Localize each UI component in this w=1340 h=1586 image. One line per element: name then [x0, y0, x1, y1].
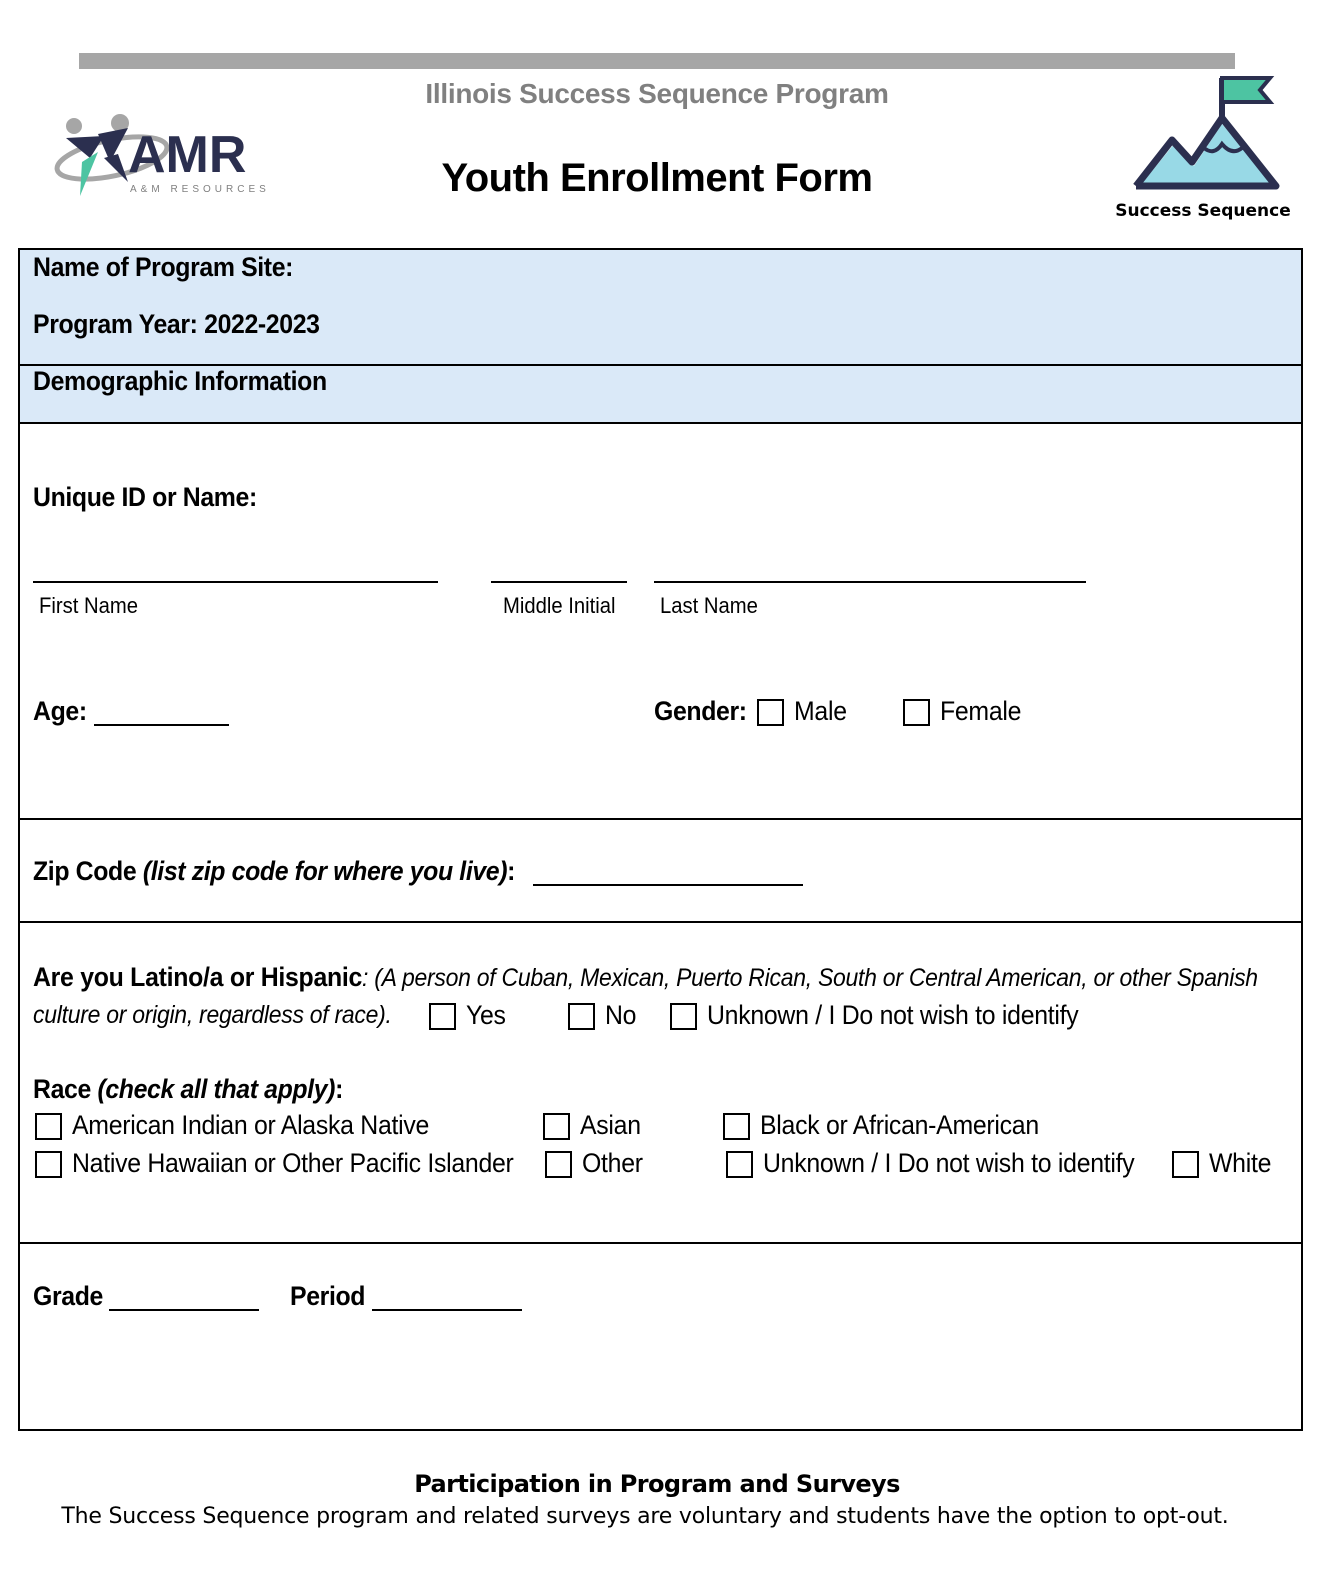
middle-initial-caption: Middle Initial [503, 593, 616, 618]
form-title: Youth Enrollment Form [441, 156, 873, 200]
section-divider [20, 1242, 1301, 1244]
latino-unknown-label: Unknown / I Do not wish to identify [707, 1000, 1079, 1030]
latino-label: Are you Latino/a or Hispanic [33, 962, 363, 992]
period-line[interactable] [372, 1309, 522, 1311]
latino-question [33, 962, 1258, 993]
latino-yes-label: Yes [466, 1000, 506, 1030]
race-unknown-label: Unknown / I Do not wish to identify [763, 1148, 1135, 1178]
program-site-label: Name of Program Site: [33, 252, 294, 282]
race-white-checkbox[interactable] [1172, 1151, 1199, 1178]
race-american-indian-checkbox[interactable] [35, 1113, 62, 1140]
gender-female-label: Female [940, 696, 1022, 726]
gender-female-checkbox[interactable] [903, 699, 930, 726]
race-other-label: Other [582, 1148, 643, 1178]
zip-label [33, 856, 515, 887]
first-name-line[interactable] [33, 581, 438, 583]
race-label [33, 1074, 343, 1105]
race-label-text: Race [33, 1074, 91, 1104]
section-divider [20, 921, 1301, 923]
latino-note-1: : (A person of Cuban, Mexican, Puerto Rican, South or Central American, or other Spanish [362, 964, 1258, 992]
middle-initial-line[interactable] [491, 581, 627, 583]
latino-no-checkbox[interactable] [568, 1003, 595, 1030]
program-year-label: Program Year: 2022-2023 [33, 309, 320, 339]
race-note: (check all that apply) [97, 1074, 336, 1104]
latino-no-label: No [605, 1000, 637, 1030]
success-sequence-caption: Success Sequence [1115, 201, 1291, 221]
race-other-checkbox[interactable] [545, 1151, 572, 1178]
demographic-heading: Demographic Information [33, 366, 327, 396]
grade-line[interactable] [109, 1309, 259, 1311]
header-rule [79, 53, 1235, 69]
race-black-label: Black or African-American [760, 1110, 1039, 1140]
zip-line[interactable] [533, 884, 803, 886]
footer-text: The Success Sequence program and related surveys are voluntary and students have the option to opt-out. [61, 1504, 1229, 1529]
zip-label-text: Zip Code [33, 856, 137, 886]
last-name-caption: Last Name [660, 593, 758, 618]
age-label: Age: [33, 696, 87, 726]
gender-label: Gender: [654, 696, 747, 726]
latino-yes-checkbox[interactable] [429, 1003, 456, 1030]
race-black-checkbox[interactable] [723, 1113, 750, 1140]
race-american-indian-label: American Indian or Alaska Native [72, 1110, 430, 1140]
race-colon: : [335, 1074, 343, 1104]
last-name-line[interactable] [654, 581, 1086, 583]
race-white-label: White [1209, 1148, 1272, 1178]
zip-note: (list zip code for where you live) [142, 856, 508, 886]
latino-unknown-checkbox[interactable] [670, 1003, 697, 1030]
race-asian-checkbox[interactable] [543, 1113, 570, 1140]
program-name: Illinois Success Sequence Program [425, 78, 889, 109]
unique-id-label: Unique ID or Name: [33, 482, 257, 512]
latino-note-2: culture or origin, regardless of race). [33, 1001, 392, 1029]
period-label: Period [290, 1281, 366, 1311]
race-pacific-islander-checkbox[interactable] [35, 1151, 62, 1178]
amr-logo-subtext: A&M RESOURCES [130, 184, 270, 195]
amr-logo-text: AMR [128, 126, 247, 184]
race-asian-label: Asian [580, 1110, 641, 1140]
footer-title: Participation in Program and Surveys [414, 1470, 900, 1498]
age-line[interactable] [94, 724, 229, 726]
race-pacific-islander-label: Native Hawaiian or Other Pacific Islander [72, 1148, 514, 1178]
section-divider [20, 818, 1301, 820]
race-unknown-checkbox[interactable] [726, 1151, 753, 1178]
gender-male-label: Male [794, 696, 847, 726]
zip-colon: : [507, 856, 516, 886]
grade-label: Grade [33, 1281, 103, 1311]
gender-male-checkbox[interactable] [757, 699, 784, 726]
first-name-caption: First Name [39, 593, 138, 618]
enrollment-form [18, 248, 1303, 1431]
